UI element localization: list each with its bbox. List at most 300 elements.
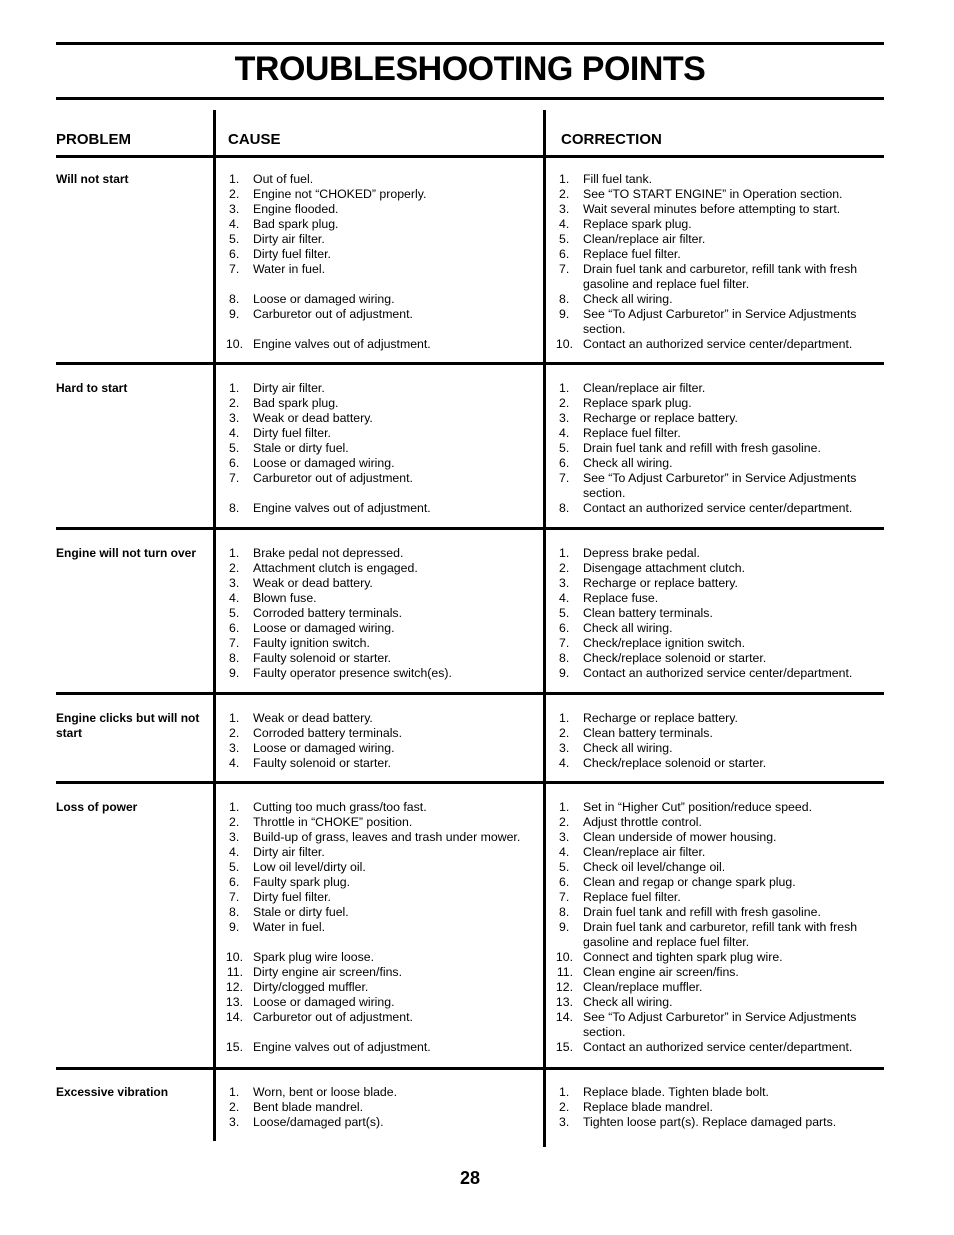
problem-label: Engine clicks but will not start [56, 711, 200, 740]
item-text: Dirty air filter. [253, 845, 325, 859]
problem-label: Will not start [56, 172, 129, 186]
item-number: 2. [559, 561, 570, 575]
cause-item [221, 1010, 539, 1025]
item-text: Check/replace solenoid or starter. [583, 756, 767, 770]
cause-list [221, 1085, 539, 1130]
section-rule [56, 527, 884, 530]
correction-item [551, 1040, 884, 1055]
cause-item [221, 292, 539, 307]
cause-item [221, 187, 539, 202]
item-number: 3. [229, 741, 240, 755]
item-text: Engine valves out of adjustment. [253, 501, 431, 515]
item-text: Engine valves out of adjustment. [253, 1040, 431, 1054]
cause-list [221, 381, 539, 516]
item-text: Check all wiring. [583, 621, 673, 635]
item-text: Faulty solenoid or starter. [253, 651, 392, 665]
cause-item [221, 890, 539, 905]
cause-item [221, 1040, 539, 1055]
correction-item [551, 292, 884, 307]
item-text: Set in “Higher Cut” position/reduce speed. [583, 800, 812, 814]
item-text: Spark plug wire loose. [253, 950, 374, 964]
correction-item [551, 621, 884, 636]
item-text: Check all wiring. [583, 995, 673, 1009]
cause-item [221, 950, 539, 965]
item-number: 1. [559, 381, 570, 395]
cause-item [221, 726, 539, 741]
item-number: 10. [555, 950, 573, 964]
item-text: See “TO START ENGINE” in Operation section. [583, 187, 843, 201]
item-number: 3. [559, 576, 570, 590]
correction-item [551, 1115, 884, 1130]
item-number: 7. [229, 636, 240, 650]
correction-item [551, 860, 884, 875]
cause-item [221, 1085, 539, 1100]
cause-item [221, 860, 539, 875]
item-text: Dirty air filter. [253, 232, 325, 246]
cause-item [221, 606, 539, 621]
item-number: 14. [555, 1010, 573, 1024]
item-number: 15. [225, 1040, 243, 1054]
item-text: Bent blade mandrel. [253, 1100, 364, 1114]
cause-item [221, 172, 539, 187]
item-text: Drain fuel tank and refill with fresh gasoline. [583, 905, 821, 919]
cause-item [221, 800, 539, 815]
cause-item [221, 232, 539, 247]
correction-item [551, 636, 884, 651]
cause-item [221, 546, 539, 561]
item-text: Replace spark plug. [583, 396, 692, 410]
item-number: 9. [559, 666, 570, 680]
cause-item [221, 621, 539, 636]
cause-list [221, 172, 539, 352]
item-text: Weak or dead battery. [253, 411, 373, 425]
cause-item [221, 471, 539, 486]
cause-item [221, 636, 539, 651]
correction-item [551, 741, 884, 756]
item-number: 2. [229, 561, 240, 575]
item-text: Dirty fuel filter. [253, 890, 331, 904]
item-number: 3. [229, 411, 240, 425]
item-number: 15. [555, 1040, 573, 1054]
item-number: 6. [229, 621, 240, 635]
item-text: See “To Adjust Carburetor” in Service Adjustments section. [583, 307, 857, 336]
item-number: 6. [559, 247, 570, 261]
item-text: Loose or damaged wiring. [253, 741, 395, 755]
correction-item [551, 172, 884, 187]
item-number: 13. [225, 995, 243, 1009]
correction-item [551, 546, 884, 561]
correction-item [551, 905, 884, 920]
item-number: 4. [229, 426, 240, 440]
item-text: Replace fuel filter. [583, 426, 681, 440]
correction-item [551, 756, 884, 771]
item-number: 13. [555, 995, 573, 1009]
item-number: 2. [229, 726, 240, 740]
cause-item [221, 651, 539, 666]
item-text: Loose or damaged wiring. [253, 456, 395, 470]
item-text: Drain fuel tank and refill with fresh gasoline. [583, 441, 821, 455]
item-number: 10. [225, 950, 243, 964]
item-number: 11. [556, 965, 573, 979]
item-text: Check all wiring. [583, 292, 673, 306]
item-number: 5. [229, 860, 240, 874]
cause-item [221, 561, 539, 576]
cause-item [221, 980, 539, 995]
section-rule [56, 692, 884, 695]
item-text: Bad spark plug. [253, 396, 339, 410]
correction-list [551, 1085, 884, 1130]
cause-item [221, 456, 539, 471]
item-text: Engine not “CHOKED” properly. [253, 187, 427, 201]
item-number: 1. [229, 546, 240, 560]
correction-item [551, 980, 884, 995]
item-text: Attachment clutch is engaged. [253, 561, 418, 575]
section-rule [56, 1067, 884, 1070]
item-number: 2. [229, 815, 240, 829]
item-text: Clean/replace air filter. [583, 232, 706, 246]
item-number: 3. [229, 202, 240, 216]
item-number: 2. [559, 1100, 570, 1114]
item-number: 4. [229, 591, 240, 605]
item-number: 10. [555, 337, 573, 351]
item-text: Clean underside of mower housing. [583, 830, 777, 844]
item-number: 6. [229, 247, 240, 261]
item-text: Water in fuel. [253, 920, 325, 934]
item-text: Recharge or replace battery. [583, 711, 738, 725]
item-text: Check oil level/change oil. [583, 860, 726, 874]
divider-cause-correction [543, 110, 546, 1147]
item-number: 8. [559, 905, 570, 919]
correction-item [551, 441, 884, 456]
header-cause: CAUSE [228, 131, 281, 148]
header-problem: PROBLEM [56, 131, 131, 148]
cause-item [221, 411, 539, 426]
correction-item [551, 830, 884, 845]
item-number: 1. [559, 546, 570, 560]
item-number: 10. [225, 337, 243, 351]
item-text: Clean/replace air filter. [583, 845, 706, 859]
page-title: TROUBLESHOOTING POINTS [234, 50, 706, 88]
item-number: 2. [229, 1100, 240, 1114]
correction-item [551, 965, 884, 980]
correction-item [551, 890, 884, 905]
correction-item [551, 471, 884, 501]
item-text: Faulty spark plug. [253, 875, 351, 889]
item-number: 2. [559, 187, 570, 201]
correction-list [551, 546, 884, 681]
item-text: Disengage attachment clutch. [583, 561, 746, 575]
item-text: Faulty solenoid or starter. [253, 756, 392, 770]
correction-item [551, 1010, 884, 1040]
correction-item [551, 262, 884, 292]
correction-item [551, 247, 884, 262]
item-number: 1. [229, 381, 240, 395]
item-text: Stale or dirty fuel. [253, 441, 349, 455]
correction-item [551, 845, 884, 860]
cause-item [221, 756, 539, 771]
item-number: 3. [559, 1115, 570, 1129]
item-text: Build-up of grass, leaves and trash under mower. [253, 830, 521, 844]
item-number: 7. [559, 262, 570, 276]
cause-item [221, 875, 539, 890]
correction-item [551, 651, 884, 666]
cause-item [221, 426, 539, 441]
item-text: Depress brake pedal. [583, 546, 700, 560]
cause-list [221, 711, 539, 771]
section-rule [56, 781, 884, 784]
item-number: 4. [559, 591, 570, 605]
item-number: 1. [229, 1085, 240, 1099]
item-text: Recharge or replace battery. [583, 576, 738, 590]
item-number: 7. [559, 636, 570, 650]
cause-item [221, 830, 539, 845]
item-text: Out of fuel. [253, 172, 314, 186]
item-number: 1. [229, 800, 240, 814]
cause-item [221, 381, 539, 396]
problem-label: Engine will not turn over [56, 546, 197, 560]
item-text: Contact an authorized service center/department. [583, 501, 853, 515]
cause-item [221, 995, 539, 1010]
correction-item [551, 456, 884, 471]
item-text: Tighten loose part(s). Replace damaged parts. [583, 1115, 837, 1129]
item-text: Wait several minutes before attempting to start. [583, 202, 841, 216]
item-number: 8. [229, 501, 240, 515]
item-number: 3. [229, 1115, 240, 1129]
item-number: 3. [229, 576, 240, 590]
item-number: 8. [229, 292, 240, 306]
item-text: Dirty/clogged muffler. [253, 980, 369, 994]
item-text: Engine flooded. [253, 202, 339, 216]
item-number: 4. [229, 756, 240, 770]
item-text: Worn, bent or loose blade. [253, 1085, 398, 1099]
item-text: Replace fuel filter. [583, 890, 681, 904]
item-number: 7. [559, 890, 570, 904]
item-text: Corroded battery terminals. [253, 606, 402, 620]
item-text: Dirty engine air screen/fins. [253, 965, 402, 979]
section-rule [56, 362, 884, 365]
item-number: 5. [229, 606, 240, 620]
item-number: 2. [229, 396, 240, 410]
item-number: 7. [559, 471, 570, 485]
cause-list [221, 546, 539, 681]
item-number: 3. [559, 830, 570, 844]
title-bottom-rule [56, 97, 884, 100]
item-number: 9. [229, 307, 240, 321]
item-text: Loose or damaged wiring. [253, 292, 395, 306]
item-text: Clean/replace air filter. [583, 381, 706, 395]
item-text: Replace fuel filter. [583, 247, 681, 261]
item-number: 4. [559, 756, 570, 770]
correction-item [551, 411, 884, 426]
correction-item [551, 561, 884, 576]
correction-item [551, 217, 884, 232]
item-text: Clean battery terminals. [583, 606, 713, 620]
item-text: See “To Adjust Carburetor” in Service Adjustments section. [583, 1010, 857, 1039]
item-number: 4. [229, 217, 240, 231]
cause-item [221, 741, 539, 756]
cause-item [221, 920, 539, 935]
item-number: 5. [229, 232, 240, 246]
cause-item [221, 262, 539, 277]
correction-item [551, 1085, 884, 1100]
problem-label: Hard to start [56, 381, 128, 395]
correction-item [551, 1100, 884, 1115]
cause-item [221, 337, 539, 352]
page-number: 28 [459, 1168, 481, 1188]
cause-item [221, 591, 539, 606]
item-text: Replace blade mandrel. [583, 1100, 713, 1114]
header-rule [56, 155, 884, 158]
problem-label: Excessive vibration [56, 1085, 169, 1099]
item-text: Bad spark plug. [253, 217, 339, 231]
correction-item [551, 711, 884, 726]
item-text: Throttle in “CHOKE” position. [253, 815, 413, 829]
item-number: 1. [229, 172, 240, 186]
item-number: 3. [229, 830, 240, 844]
item-number: 6. [559, 456, 570, 470]
item-number: 5. [559, 860, 570, 874]
item-text: Check/replace ignition switch. [583, 636, 745, 650]
item-text: Clean and regap or change spark plug. [583, 875, 796, 889]
item-text: Contact an authorized service center/department. [583, 337, 853, 351]
item-number: 5. [229, 441, 240, 455]
cause-item [221, 965, 539, 980]
correction-item [551, 501, 884, 516]
correction-list [551, 172, 884, 352]
item-number: 2. [559, 726, 570, 740]
item-text: Loose or damaged wiring. [253, 621, 395, 635]
item-text: Faulty operator presence switch(es). [253, 666, 452, 680]
item-number: 3. [559, 202, 570, 216]
item-text: Blown fuse. [253, 591, 317, 605]
item-text: Check all wiring. [583, 456, 673, 470]
item-number: 6. [229, 456, 240, 470]
correction-item [551, 202, 884, 217]
title-top-rule [56, 42, 884, 45]
item-text: Weak or dead battery. [253, 711, 373, 725]
correction-item [551, 726, 884, 741]
item-number: 4. [559, 217, 570, 231]
correction-item [551, 875, 884, 890]
cause-item [221, 711, 539, 726]
item-text: Loose or damaged wiring. [253, 995, 395, 1009]
item-number: 12. [225, 980, 243, 994]
item-number: 2. [559, 815, 570, 829]
correction-list [551, 381, 884, 516]
cause-item [221, 905, 539, 920]
item-text: Dirty fuel filter. [253, 426, 331, 440]
item-text: Adjust throttle control. [583, 815, 702, 829]
item-number: 9. [559, 920, 570, 934]
correction-item [551, 187, 884, 202]
item-text: Weak or dead battery. [253, 576, 373, 590]
cause-item [221, 576, 539, 591]
item-number: 1. [559, 172, 570, 186]
item-number: 4. [229, 845, 240, 859]
item-number: 7. [229, 262, 240, 276]
cause-item [221, 396, 539, 411]
item-number: 8. [559, 651, 570, 665]
item-text: Carburetor out of adjustment. [253, 307, 413, 321]
correction-item [551, 396, 884, 411]
correction-item [551, 995, 884, 1010]
correction-item [551, 576, 884, 591]
item-text: Cutting too much grass/too fast. [253, 800, 427, 814]
correction-item [551, 950, 884, 965]
item-number: 5. [559, 232, 570, 246]
item-text: Contact an authorized service center/department. [583, 1040, 853, 1054]
item-number: 1. [559, 1085, 570, 1099]
correction-item [551, 815, 884, 830]
item-number: 3. [559, 411, 570, 425]
item-text: Dirty fuel filter. [253, 247, 331, 261]
item-number: 7. [229, 471, 240, 485]
item-number: 3. [559, 741, 570, 755]
correction-item [551, 591, 884, 606]
problem-label: Loss of power [56, 800, 138, 814]
item-number: 11. [226, 965, 243, 979]
correction-item [551, 337, 884, 352]
item-number: 9. [229, 666, 240, 680]
correction-item [551, 232, 884, 247]
item-number: 2. [229, 187, 240, 201]
item-number: 4. [559, 426, 570, 440]
item-text: Carburetor out of adjustment. [253, 1010, 413, 1024]
item-number: 8. [229, 651, 240, 665]
item-text: Dirty air filter. [253, 381, 325, 395]
item-text: Low oil level/dirty oil. [253, 860, 366, 874]
item-number: 2. [559, 396, 570, 410]
item-number: 1. [229, 711, 240, 725]
item-text: Clean/replace muffler. [583, 980, 703, 994]
item-text: Stale or dirty fuel. [253, 905, 349, 919]
item-number: 8. [559, 501, 570, 515]
correction-item [551, 920, 884, 950]
cause-item [221, 202, 539, 217]
item-number: 1. [559, 711, 570, 725]
cause-item [221, 845, 539, 860]
item-number: 6. [229, 875, 240, 889]
correction-item [551, 426, 884, 441]
item-text: Recharge or replace battery. [583, 411, 738, 425]
item-text: Water in fuel. [253, 262, 325, 276]
item-text: Faulty ignition switch. [253, 636, 370, 650]
item-text: Clean engine air screen/fins. [583, 965, 739, 979]
item-number: 5. [559, 441, 570, 455]
item-text: Connect and tighten spark plug wire. [583, 950, 783, 964]
cause-item [221, 217, 539, 232]
item-text: Corroded battery terminals. [253, 726, 402, 740]
item-text: Replace fuse. [583, 591, 659, 605]
item-text: See “To Adjust Carburetor” in Service Adjustments section. [583, 471, 857, 500]
item-text: Contact an authorized service center/department. [583, 666, 853, 680]
divider-problem-cause [213, 110, 216, 1141]
item-text: Drain fuel tank and carburetor, refill tank with fresh gasoline and replace fuel filter. [583, 920, 858, 949]
item-text: Check/replace solenoid or starter. [583, 651, 767, 665]
item-text: Engine valves out of adjustment. [253, 337, 431, 351]
item-text: Replace blade. Tighten blade bolt. [583, 1085, 769, 1099]
item-text: Fill fuel tank. [583, 172, 653, 186]
cause-item [221, 666, 539, 681]
cause-list [221, 800, 539, 1055]
item-text: Brake pedal not depressed. [253, 546, 404, 560]
item-number: 9. [229, 920, 240, 934]
item-number: 7. [229, 890, 240, 904]
cause-item [221, 441, 539, 456]
item-number: 6. [559, 621, 570, 635]
correction-item [551, 606, 884, 621]
correction-item [551, 307, 884, 337]
